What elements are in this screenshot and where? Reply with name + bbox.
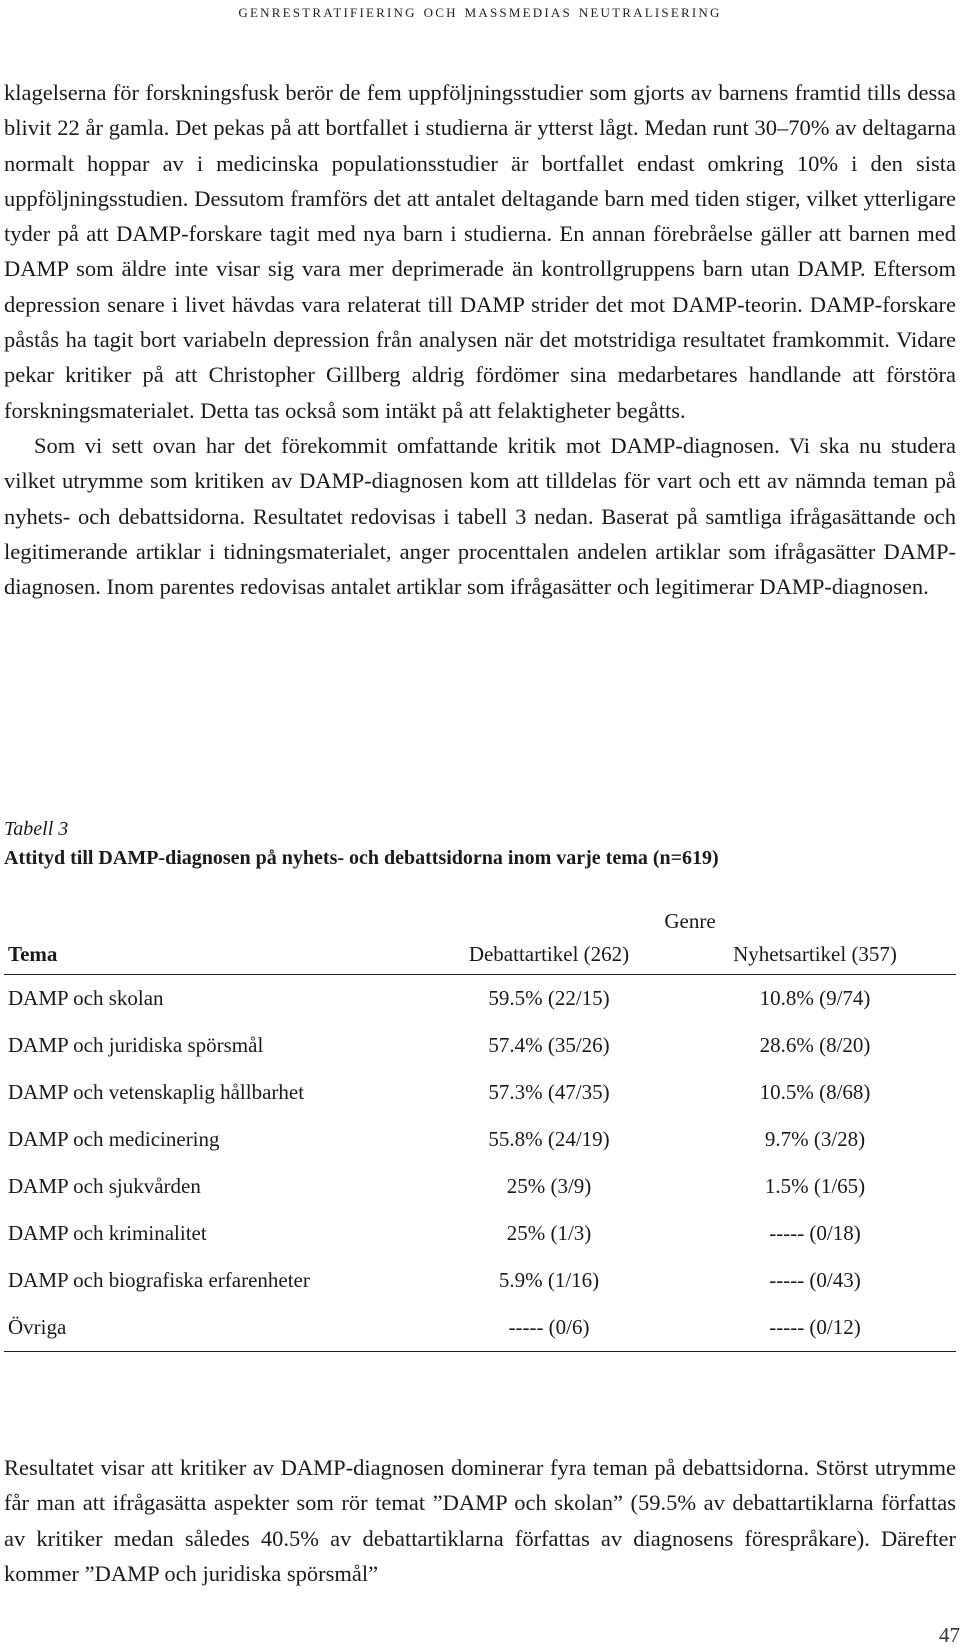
debatt-cell: 59.5% (22/15) [488, 986, 610, 1010]
nyhet-cell: 9.7% (3/28) [764, 1127, 866, 1151]
debatt-cell: 55.8% (24/19) [488, 1127, 610, 1151]
genre-header: Genre [664, 909, 716, 933]
theme-cell: Övriga [4, 1304, 424, 1352]
column-header-debattartikel: Debattartikel (262) [424, 934, 674, 975]
theme-cell: DAMP och vetenskaplig hållbarhet [8, 1080, 305, 1104]
paragraph-3: Resultatet visar att kritiker av DAMP-diagnosen dominerar fyra teman på debattsidorna. Störst utrymme får man att ifrågasätta aspekter som rör temat ”DAMP och skolan” (59.5% av debattartiklarna författas av kritiker medan således 40.5% av debattartiklarna författas av diagnosens förespråkare). Därefter kommer ”DAMP och juridiska spörsmål” [4, 1455, 956, 1586]
debatt-cell: 5.9% (1/16) [498, 1268, 600, 1292]
nyhet-cell: 10.5% (8/68) [759, 1080, 871, 1104]
page-number: 47 [939, 1623, 960, 1647]
debatt-cell: 25% (1/3) [506, 1221, 592, 1245]
debatt-cell: 57.4% (35/26) [488, 1033, 610, 1057]
nyhet-cell: 1.5% (1/65) [764, 1174, 866, 1198]
table-group-header-row [4, 900, 956, 934]
theme-cell: DAMP och juridiska spörsmål [8, 1033, 264, 1057]
running-head: genrestratifiering och massmedias neutralisering [238, 1, 722, 22]
nyhet-cell: ----- (0/12) [674, 1304, 956, 1352]
table-label: Tabell 3 [4, 818, 69, 840]
column-header-nyhetsartikel: Nyhetsartikel (357) [674, 934, 956, 975]
theme-cell: DAMP och biografiska erfarenheter [8, 1268, 310, 1292]
table-row [4, 1210, 956, 1257]
column-header-tema: Tema [4, 934, 424, 975]
theme-cell: DAMP och medicinering [8, 1127, 220, 1151]
theme-cell: DAMP och sjukvården [8, 1174, 201, 1198]
table-row [4, 1257, 956, 1304]
paragraph-2: Som vi sett ovan har det förekommit omfattande kritik mot DAMP-diagnosen. Vi ska nu studera vilket utrymme som kritiken av DAMP-diagnosen kom att tilldelas för vart och ett av nämnda teman på nyhets- och debattsidorna. Resultatet redovisas i tabell 3 nedan. Baserat på samtliga ifrågasättande och legitimerande artiklar i tidningsmaterialet, anger procenttalen andelen artiklar som ifrågasätter DAMP-diagnosen. Inom parentes redovisas antalet artiklar som ifrågasätter och legitimerar DAMP-diagnosen. [4, 432, 956, 600]
paragraph-1: klagelserna för forskningsfusk berör de fem uppföljningsstudier som gjorts av barnens framtid tills dessa blivit 22 år gamla. Det pekas på att bortfallet i studierna är ytterst lågt. Medan runt 30–70% av deltagarna normalt hoppar av i medicinska populationsstudier är bortfallet endast omkring 10% i den sista uppföljningsstudien. Dessutom framförs det att antalet deltagande barn med tiden stiger, vilket ytterligare tyder på att DAMP-forskare tagit med nya barn i studierna. En annan förebråelse gäller att barnen med DAMP som äldre inte visar sig vara mer deprimerade än kontrollgruppens barn utan DAMP. Eftersom depression senare i livet hävdas vara relaterat till DAMP strider det mot DAMP-teorin. DAMP-forskare påstås ha tagit bort variabeln depression från analysen när det motstridiga resultatet framkommit. Vidare pekar kritiker på att Christopher Gillberg aldrig fördömer sina medarbetares handlande att förstöra forskningsmaterialet. Detta tas också som intäkt på att felaktigheter begåtts. [4, 80, 956, 423]
table-row [4, 1116, 956, 1163]
table-row [4, 1069, 956, 1116]
table-row [4, 975, 956, 1023]
after-table-text [4, 1450, 956, 1591]
table-caption [4, 816, 944, 872]
table-row [4, 1304, 956, 1352]
theme-cell: DAMP och kriminalitet [8, 1221, 207, 1245]
debatt-cell: 25% (3/9) [506, 1174, 592, 1198]
nyhet-cell: ----- (0/43) [769, 1268, 861, 1292]
data-table [4, 900, 956, 1352]
nyhet-cell: ----- (0/18) [769, 1221, 861, 1245]
theme-cell: DAMP och skolan [8, 986, 164, 1010]
debatt-cell: ----- (0/6) [424, 1304, 674, 1352]
table-header-row [4, 934, 956, 975]
main-text [4, 75, 956, 604]
table-title: Attityd till DAMP-diagnosen på nyhets- och debattsidorna inom varje tema (n=619) [4, 847, 719, 869]
table-row [4, 1022, 956, 1069]
debatt-cell: 57.3% (47/35) [488, 1080, 610, 1104]
table-row [4, 1163, 956, 1210]
nyhet-cell: 10.8% (9/74) [759, 986, 871, 1010]
nyhet-cell: 28.6% (8/20) [759, 1033, 871, 1057]
